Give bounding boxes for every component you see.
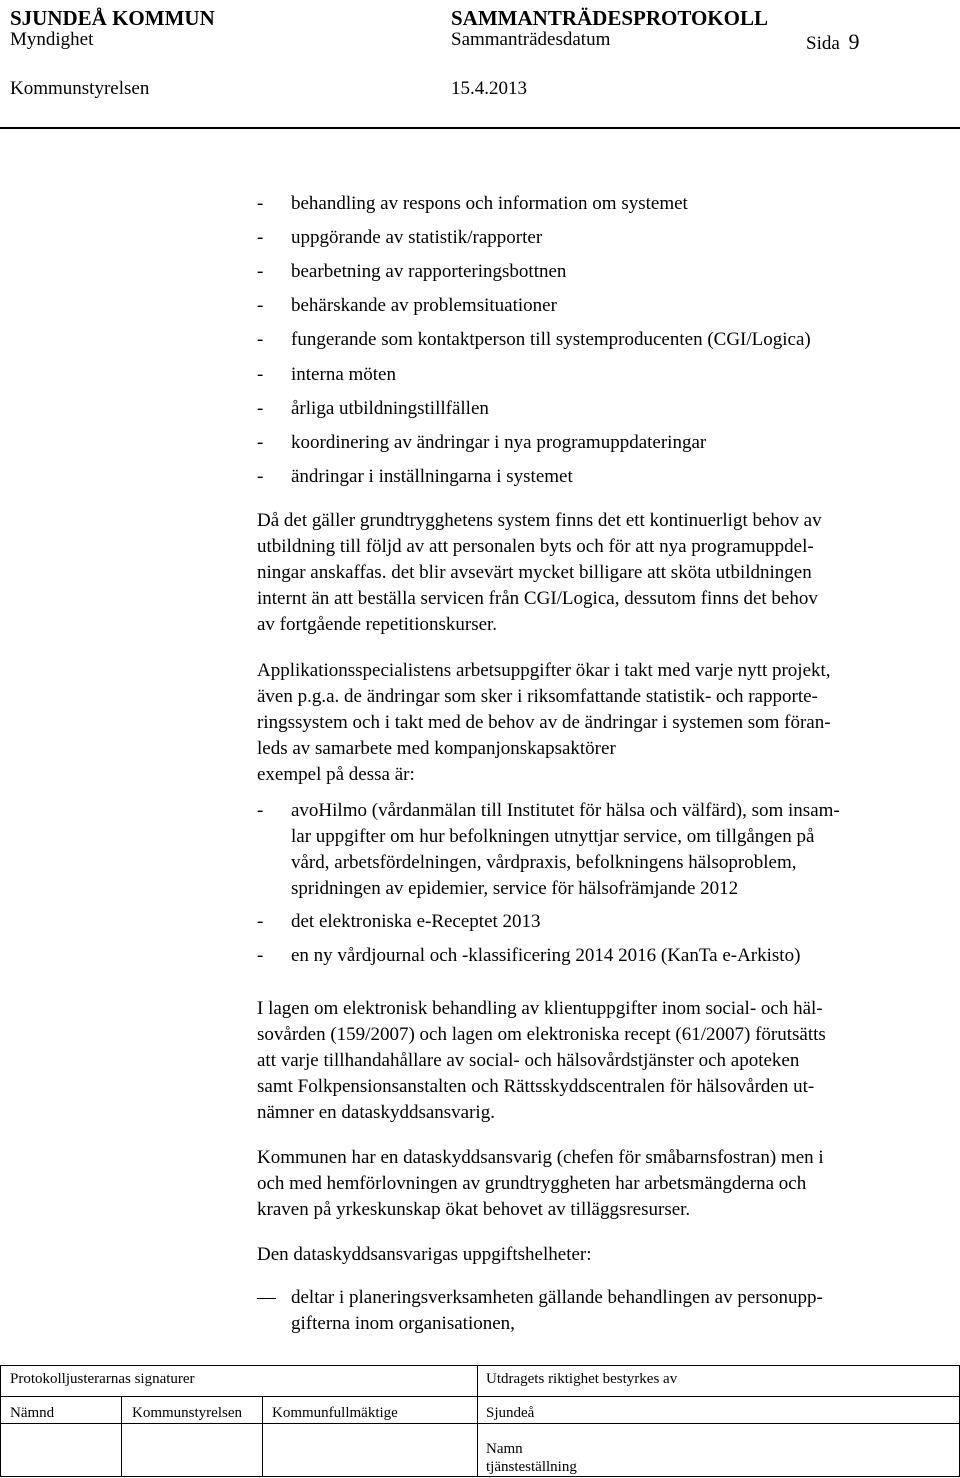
list-item: interna möten (291, 364, 396, 385)
list-item: deltar i planeringsverksamheten gällande behandlingen av personupp- (291, 1287, 823, 1308)
list-item: årliga utbildningstillfällen (291, 398, 489, 419)
body-label: Nämnd (10, 1405, 55, 1421)
list-item: behandling av respons och information om systemet (291, 193, 688, 214)
page-indicator (806, 29, 860, 55)
page-label: Sida (806, 33, 840, 54)
list-item: uppgörande av statistik/rapporter (291, 227, 543, 248)
council-label: Kommunfullmäktige (272, 1405, 398, 1421)
list-item: avoHilmo (vårdanmälan till Institutet för hälsa och välfärd), som insam- (291, 800, 840, 821)
meeting-date: 15.4.2013 (451, 78, 527, 99)
list-item: bearbetning av rapporteringsbottnen (291, 261, 567, 282)
list-item: koordinering av ändringar i nya programuppdateringar (291, 432, 707, 453)
header-divider (0, 127, 960, 129)
protocol-title: SAMMANTRÄDESPROTOKOLL (451, 6, 768, 30)
date-label: Sammanträdesdatum (451, 29, 611, 50)
location-label: Sjundeå (486, 1405, 535, 1421)
list-item: ändringar i inställningarna i systemet (291, 466, 573, 487)
page-number: 9 (848, 29, 860, 54)
list-item: behärskande av problemsituationer (291, 295, 557, 316)
list-item: en ny vårdjournal och -klassificering 2014 2016 (KanTa e-Arkisto) (291, 945, 801, 966)
signatures-label: Protokolljusterarnas signaturer (10, 1371, 195, 1387)
list-item: det elektroniska e-Receptet 2013 (291, 911, 541, 932)
municipality-name: SJUNDEÅ KOMMUN (10, 6, 215, 30)
certify-label: Utdragets riktighet bestyrkes av (486, 1371, 678, 1387)
authority-label: Myndighet (10, 29, 94, 50)
list-item: fungerande som kontaktperson till systemproducenten (CGI/Logica) (291, 329, 811, 350)
position-label: tjänsteställning (486, 1459, 577, 1475)
board-label: Kommunstyrelsen (132, 1405, 242, 1421)
paragraph-duties-heading: Den dataskyddsansvarigas uppgiftshelheter: (257, 1244, 592, 1265)
authority-name: Kommunstyrelsen (10, 78, 150, 99)
name-label: Namn (486, 1441, 523, 1457)
